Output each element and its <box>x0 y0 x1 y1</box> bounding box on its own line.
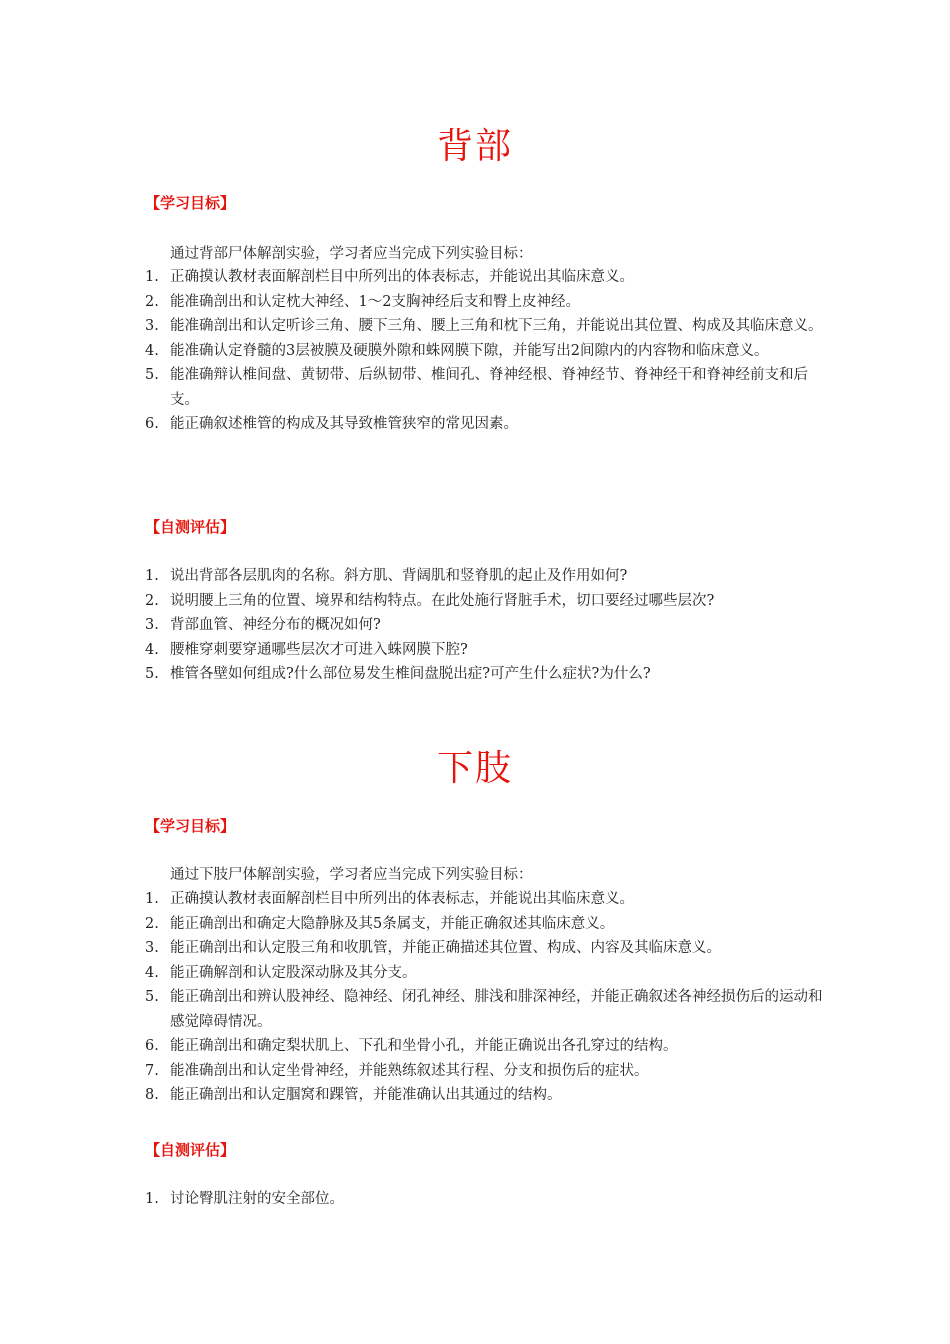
list-item: 6. 能正确剖出和确定梨状肌上、下孔和坐骨小孔，并能正确说出各孔穿过的结构。 <box>145 1038 678 1054</box>
intro-lower-limb: 通过下肢尸体解剖实验，学习者应当完成下列实验目标： <box>170 867 533 883</box>
section-title-lower-limb: 下肢 <box>436 748 513 789</box>
list-item: 5. 能准确辩认椎间盘、黄韧带、后纵韧带、椎间孔、脊神经根、脊神经节、脊神经干和脊神经前支和后支。 <box>145 367 808 408</box>
list-item: 1. 正确摸认教材表面解剖栏目中所列出的体表标志，并能说出其临床意义。 <box>145 269 634 285</box>
list-item: 3. 能正确剖出和认定股三角和收肌管，并能正确描述其位置、构成、内容及其临床意义。 <box>145 940 721 956</box>
objectives-list-lower-limb <box>145 887 825 1108</box>
intro-back: 通过背部尸体解剖实验，学习者应当完成下列实验目标： <box>170 246 533 262</box>
list-item: 1. 正确摸认教材表面解剖栏目中所列出的体表标志，并能说出其临床意义。 <box>145 891 634 907</box>
list-item: 1. 讨论臀肌注射的安全部位。 <box>145 1191 344 1207</box>
selftest-heading-back: 【自测评估】 <box>145 518 236 536</box>
list-item: 7. 能准确剖出和认定坐骨神经，并能熟练叙述其行程、分支和损伤后的症状。 <box>145 1062 649 1079</box>
questions-list-back <box>145 564 825 687</box>
list-item: 1. 说出背部各层肌肉的名称。斜方肌、背阔肌和竖脊肌的起止及作用如何? <box>145 568 628 584</box>
objectives-heading-lower-limb: 【学习目标】 <box>145 817 236 835</box>
questions-list-lower-limb <box>145 1187 825 1212</box>
list-item: 3. 背部血管、神经分布的概况如何? <box>145 617 381 633</box>
list-item: 5. 椎管各壁如何组成?什么部位易发生椎间盘脱出症?可产生什么症状?为什么? <box>145 666 651 682</box>
list-item: 2. 能正确剖出和确定大隐静脉及其5条属支，并能正确叙述其临床意义。 <box>145 915 615 932</box>
list-item: 4. 腰椎穿刺要穿通哪些层次才可进入蛛网膜下腔? <box>145 641 468 658</box>
list-item: 4. 能准确认定脊髓的3层被膜及硬膜外隙和蛛网膜下隙，并能写出2间隙内的内容物和临床意义。 <box>145 342 769 359</box>
list-item: 2. 说明腰上三角的位置、境界和结构特点。在此处施行肾脏手术，切口要经过哪些层次? <box>145 592 715 609</box>
list-item: 8. 能正确剖出和认定腘窝和踝管，并能准确认出其通过的结构。 <box>145 1087 562 1103</box>
list-item: 5. 能正确剖出和辨认股神经、隐神经、闭孔神经、腓浅和腓深神经，并能正确叙述各神经损伤后的运动和感觉障碍情况。 <box>145 989 823 1030</box>
list-item: 4. 能正确解剖和认定股深动脉及其分支。 <box>145 964 417 981</box>
list-item: 2. 能准确剖出和认定枕大神经、1～2支胸神经后支和臀上皮神经。 <box>145 293 580 310</box>
selftest-heading-lower-limb: 【自测评估】 <box>145 1141 236 1159</box>
objectives-heading-back: 【学习目标】 <box>145 194 236 212</box>
list-item: 6. 能正确叙述椎管的构成及其导致椎管狭窄的常见因素。 <box>145 416 518 432</box>
objectives-list-back <box>145 265 825 437</box>
list-item: 3. 能准确剖出和认定听诊三角、腰下三角、腰上三角和枕下三角，并能说出其位置、构成及其临床意义。 <box>145 318 823 334</box>
section-title-back: 背部 <box>436 126 513 167</box>
